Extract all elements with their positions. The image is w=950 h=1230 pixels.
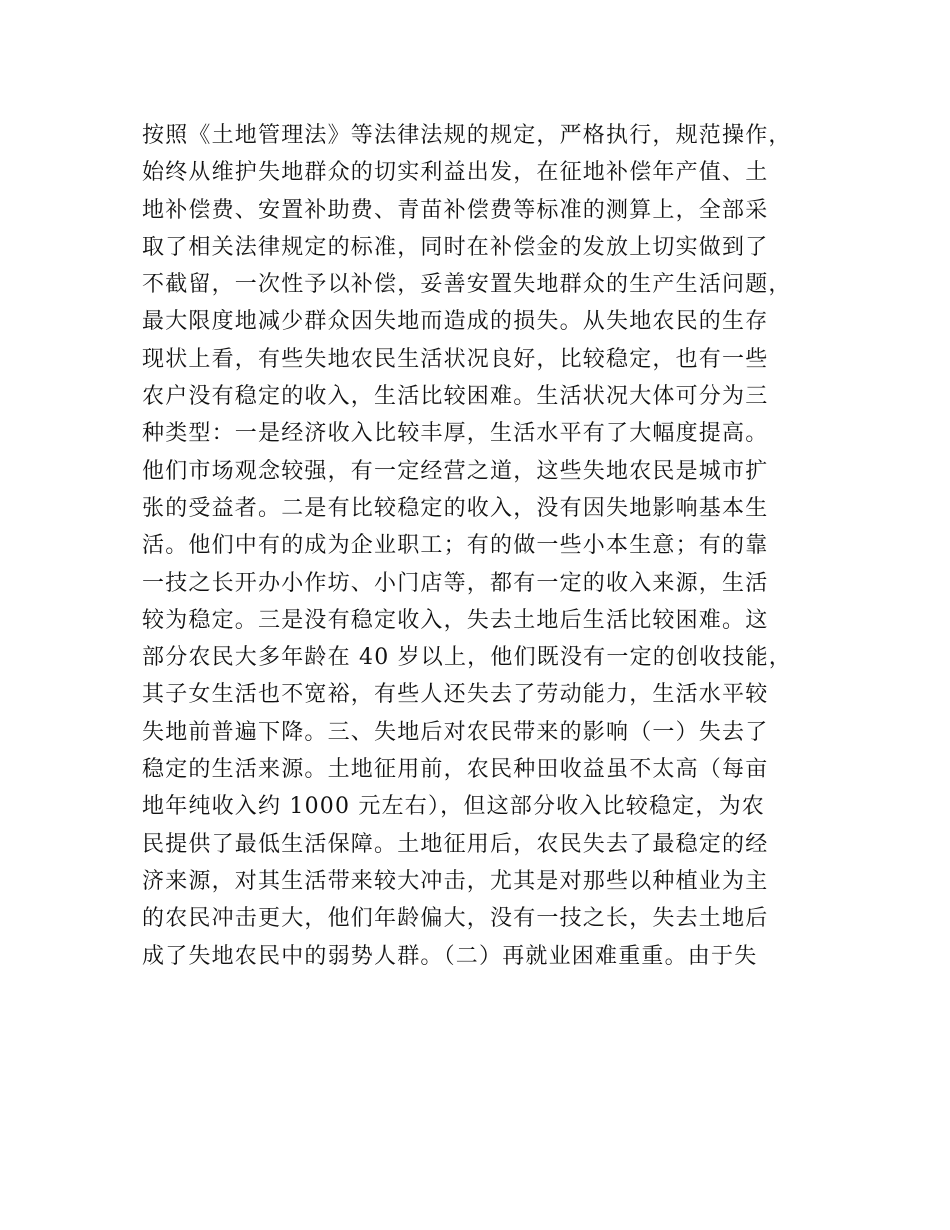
text-line: 稳定的生活来源。土地征用前，农民种田收益虽不太高（每亩 xyxy=(142,757,769,783)
text-line: 其子女生活也不宽裕，有些人还失去了劳动能力，生活水平较 xyxy=(142,682,769,708)
text-line: 取了相关法律规定的标准，同时在补偿金的发放上切实做到了 xyxy=(142,234,769,260)
text-line: 现状上看，有些失地农民生活状况良好，比较稳定，也有一些 xyxy=(142,346,769,372)
text-line: 部分农民大多年龄在 40 岁以上，他们既没有一定的创收技能， xyxy=(142,645,792,671)
text-line: 张的受益者。二是有比较稳定的收入，没有因失地影响基本生 xyxy=(142,495,769,521)
text-line: 地年纯收入约 1000 元左右），但这部分收入比较稳定，为农 xyxy=(142,794,765,820)
text-line: 济来源，对其生活带来较大冲击，尤其是对那些以种植业为主 xyxy=(142,868,769,894)
text-line: 种类型：一是经济收入比较丰厚，生活水平有了大幅度提高。 xyxy=(142,421,769,447)
text-line: 活。他们中有的成为企业职工；有的做一些小本生意；有的靠 xyxy=(142,533,769,559)
text-line: 按照《土地管理法》等法律法规的规定，严格执行，规范操作， xyxy=(142,123,792,148)
body-text xyxy=(142,117,842,975)
text-line: 不截留，一次性予以补偿，妥善安置失地群众的生产生活问题， xyxy=(142,272,792,298)
text-line: 地补偿费、安置补助费、青苗补偿费等标准的测算上，全部采 xyxy=(142,197,769,223)
text-line: 他们市场观念较强，有一定经营之道，这些失地农民是城市扩 xyxy=(142,458,769,484)
text-line: 民提供了最低生活保障。土地征用后，农民失去了最稳定的经 xyxy=(142,831,769,857)
text-line: 始终从维护失地群众的切实利益出发，在征地补偿年产值、土 xyxy=(142,160,769,186)
text-line: 农户没有稳定的收入，生活比较困难。生活状况大体可分为三 xyxy=(142,384,769,410)
text-line: 较为稳定。三是没有稳定收入，失去土地后生活比较困难。这 xyxy=(142,607,769,633)
text-line: 成了失地农民中的弱势人群。（二）再就业困难重重。由于失 xyxy=(142,943,758,969)
text-line: 一技之长开办小作坊、小门店等，都有一定的收入来源，生活 xyxy=(142,570,769,596)
text-line: 最大限度地减少群众因失地而造成的损失。从失地农民的生存 xyxy=(142,309,769,335)
text-line: 的农民冲击更大，他们年龄偏大，没有一技之长，失去土地后 xyxy=(142,906,769,932)
text-line: 失地前普遍下降。三、失地后对农民带来的影响（一）失去了 xyxy=(142,719,769,745)
